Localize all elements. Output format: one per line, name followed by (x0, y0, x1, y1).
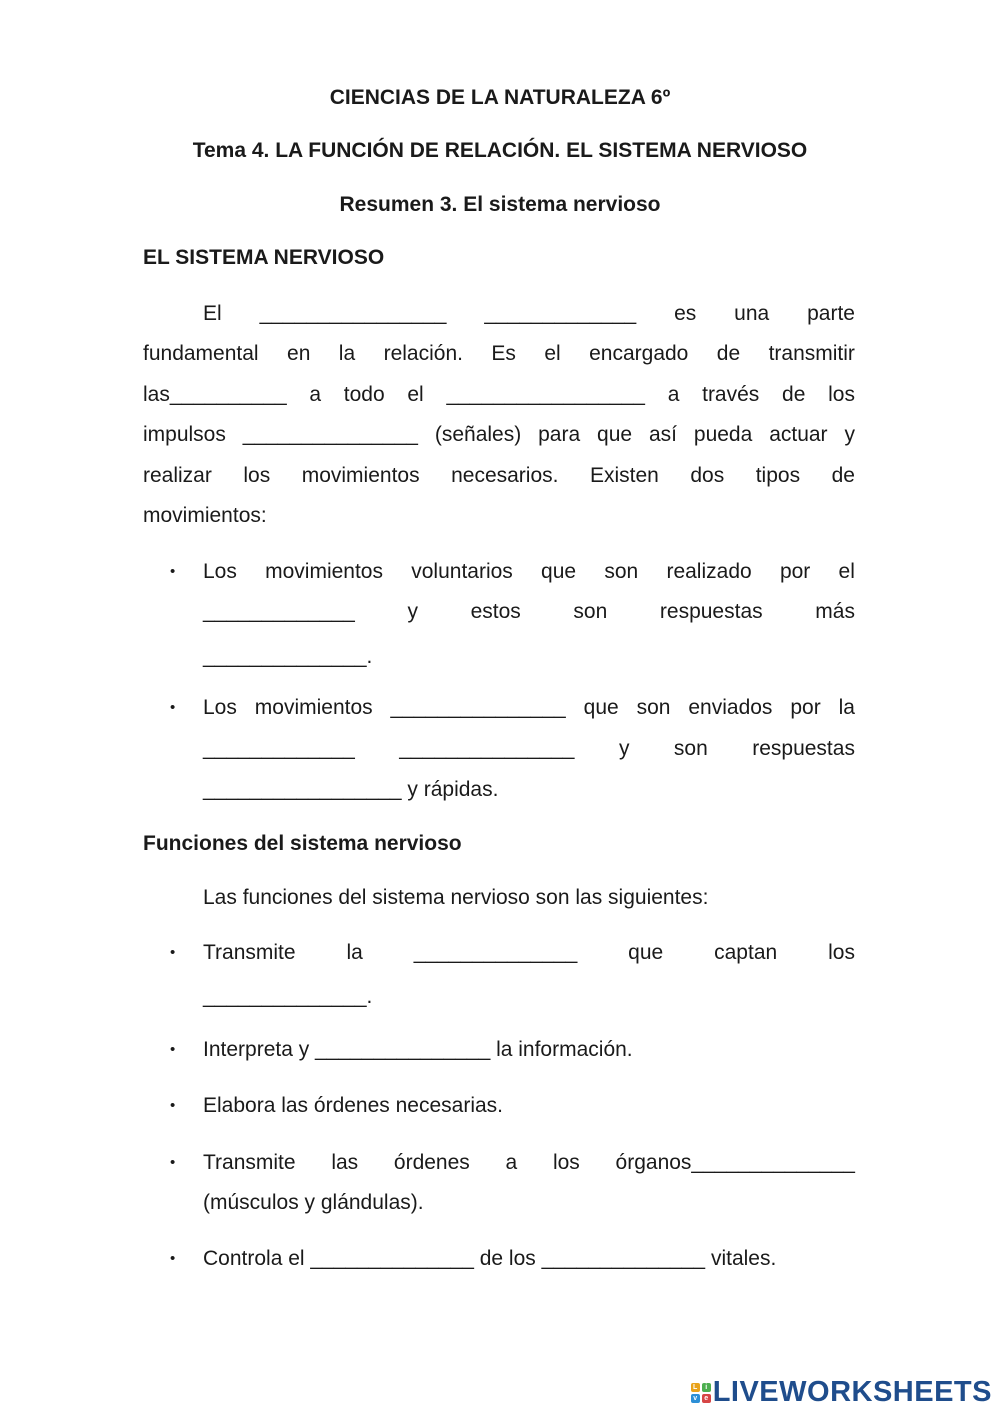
word: dos (690, 464, 725, 487)
word: través (702, 383, 760, 406)
paragraph-line-6: movimientos: (143, 504, 267, 527)
word: los (243, 464, 271, 487)
word: Es (491, 342, 516, 365)
bullet-icon: • (170, 1250, 176, 1267)
fill-in-blank[interactable]: _______________ (390, 696, 566, 719)
summary-title: Resumen 3. El sistema nervioso (339, 193, 661, 216)
word: respuestas (752, 737, 855, 760)
word: y (844, 423, 855, 446)
bullet-icon: • (170, 1041, 176, 1058)
function2: Interpreta y _______________ la información. (203, 1038, 633, 1061)
word: todo (343, 383, 385, 406)
fill-in-blank[interactable]: _____________ (203, 737, 355, 760)
brand-name: LIVEWORKSHEETS (712, 1376, 992, 1408)
fill-in-blank[interactable]: _______________ (399, 737, 575, 760)
word: así (648, 423, 677, 446)
word: estos (470, 600, 521, 623)
word: necesarios. (451, 464, 559, 487)
fill-in-blank[interactable]: _________________ (446, 383, 645, 406)
word: el (838, 560, 855, 583)
word: la (346, 941, 363, 964)
word: el (407, 383, 424, 406)
word: de (716, 342, 741, 365)
function4-line-1 (203, 1151, 855, 1175)
word: a (309, 383, 322, 406)
word: que (583, 696, 619, 719)
liveworksheets-logo[interactable] (691, 1376, 992, 1409)
logo-squares-icon (691, 1383, 711, 1403)
bullet2-line-2 (203, 737, 855, 761)
fill-in-blank[interactable]: órganos______________ (615, 1151, 855, 1174)
functions-intro: Las funciones del sistema nervioso son las siguientes: (203, 886, 709, 909)
word: a (667, 383, 680, 406)
word: impulsos (143, 423, 226, 446)
word: pueda (693, 423, 753, 446)
word: una (734, 302, 770, 325)
fill-in-blank[interactable]: ______________ (413, 941, 578, 964)
word: Existen (589, 464, 659, 487)
fill-in-blank[interactable]: _______________ (242, 423, 418, 446)
word: realizar (143, 464, 212, 487)
word: por (779, 560, 811, 583)
word: y (407, 600, 418, 623)
word: en (287, 342, 311, 365)
paragraph-line-3 (143, 383, 855, 407)
word: realizado (666, 560, 752, 583)
bullet2-line-1 (203, 696, 855, 720)
function5: Controla el ______________ de los ______________ vitales. (203, 1247, 777, 1270)
logo-letter-v: v (691, 1394, 700, 1403)
word: la (838, 696, 855, 719)
paragraph-line-1 (203, 302, 855, 326)
function1-line-2: ______________. (203, 985, 373, 1008)
word: parte (807, 302, 855, 325)
logo-letter-i: i (702, 1383, 711, 1392)
bullet2-line-3: _________________ y rápidas. (203, 778, 499, 801)
word: los (828, 941, 855, 964)
word: órdenes (393, 1151, 470, 1174)
bullet-icon: • (170, 563, 176, 580)
word: es (674, 302, 697, 325)
bullet1-line-3: ______________. (203, 645, 373, 668)
word: enviados (688, 696, 773, 719)
word: movimientos (265, 560, 383, 583)
word: a (505, 1151, 518, 1174)
word: encargado (589, 342, 689, 365)
word: la (338, 342, 356, 365)
bullet-icon: • (170, 699, 176, 716)
word: los (552, 1151, 580, 1174)
word: de (831, 464, 855, 487)
logo-letter-e: e (702, 1394, 711, 1403)
section-heading-funciones: Funciones del sistema nervioso (143, 832, 462, 855)
word: Transmite (203, 1151, 296, 1174)
word: el (544, 342, 561, 365)
word: de (782, 383, 806, 406)
bullet1-line-2 (203, 600, 855, 624)
fill-in-blank[interactable]: las__________ (143, 383, 287, 406)
word: para (538, 423, 581, 446)
fill-in-blank[interactable]: _____________ (203, 600, 355, 623)
word: por (790, 696, 821, 719)
section-heading-sistema-nervioso: EL SISTEMA NERVIOSO (143, 246, 385, 269)
word: Transmite (203, 941, 296, 964)
word: que (597, 423, 633, 446)
bullet1-line-1 (203, 560, 855, 584)
word: y (618, 737, 630, 760)
word: captan (714, 941, 778, 964)
word: son (673, 737, 708, 760)
function4-line-2: (músculos y glándulas). (203, 1191, 424, 1214)
logo-letter-l: L (691, 1383, 700, 1392)
word: los (828, 383, 855, 406)
fill-in-blank[interactable]: _____________ (484, 302, 637, 325)
word: transmitir (768, 342, 855, 365)
function1-line-1 (203, 941, 855, 965)
paragraph-line-5 (143, 464, 855, 488)
word: son (604, 560, 639, 583)
word: (señales) (434, 423, 522, 446)
course-title: CIENCIAS DE LA NATURALEZA 6º (329, 86, 671, 109)
word: El (203, 302, 222, 325)
word: relación. (383, 342, 463, 365)
word: movimientos (254, 696, 373, 719)
word: actuar (769, 423, 828, 446)
word: que (541, 560, 577, 583)
word: Los (203, 560, 237, 583)
bullet-icon: • (170, 1154, 176, 1171)
word: movimientos (301, 464, 420, 487)
word: fundamental (143, 342, 259, 365)
bullet-icon: • (170, 1097, 176, 1114)
word: que (628, 941, 664, 964)
paragraph-line-4 (143, 423, 855, 447)
word: son (573, 600, 608, 623)
paragraph-line-2 (143, 342, 855, 366)
word: respuestas (659, 600, 763, 623)
word: más (815, 600, 855, 623)
word: son (636, 696, 671, 719)
word: voluntarios (411, 560, 513, 583)
word: las (331, 1151, 359, 1174)
fill-in-blank[interactable]: ________________ (259, 302, 447, 325)
word: Los (203, 696, 237, 719)
bullet-icon: • (170, 944, 176, 961)
word: tipos (755, 464, 801, 487)
topic-title: Tema 4. LA FUNCIÓN DE RELACIÓN. EL SISTEMA NERVIOSO (192, 139, 808, 162)
function3: Elabora las órdenes necesarias. (203, 1094, 504, 1117)
